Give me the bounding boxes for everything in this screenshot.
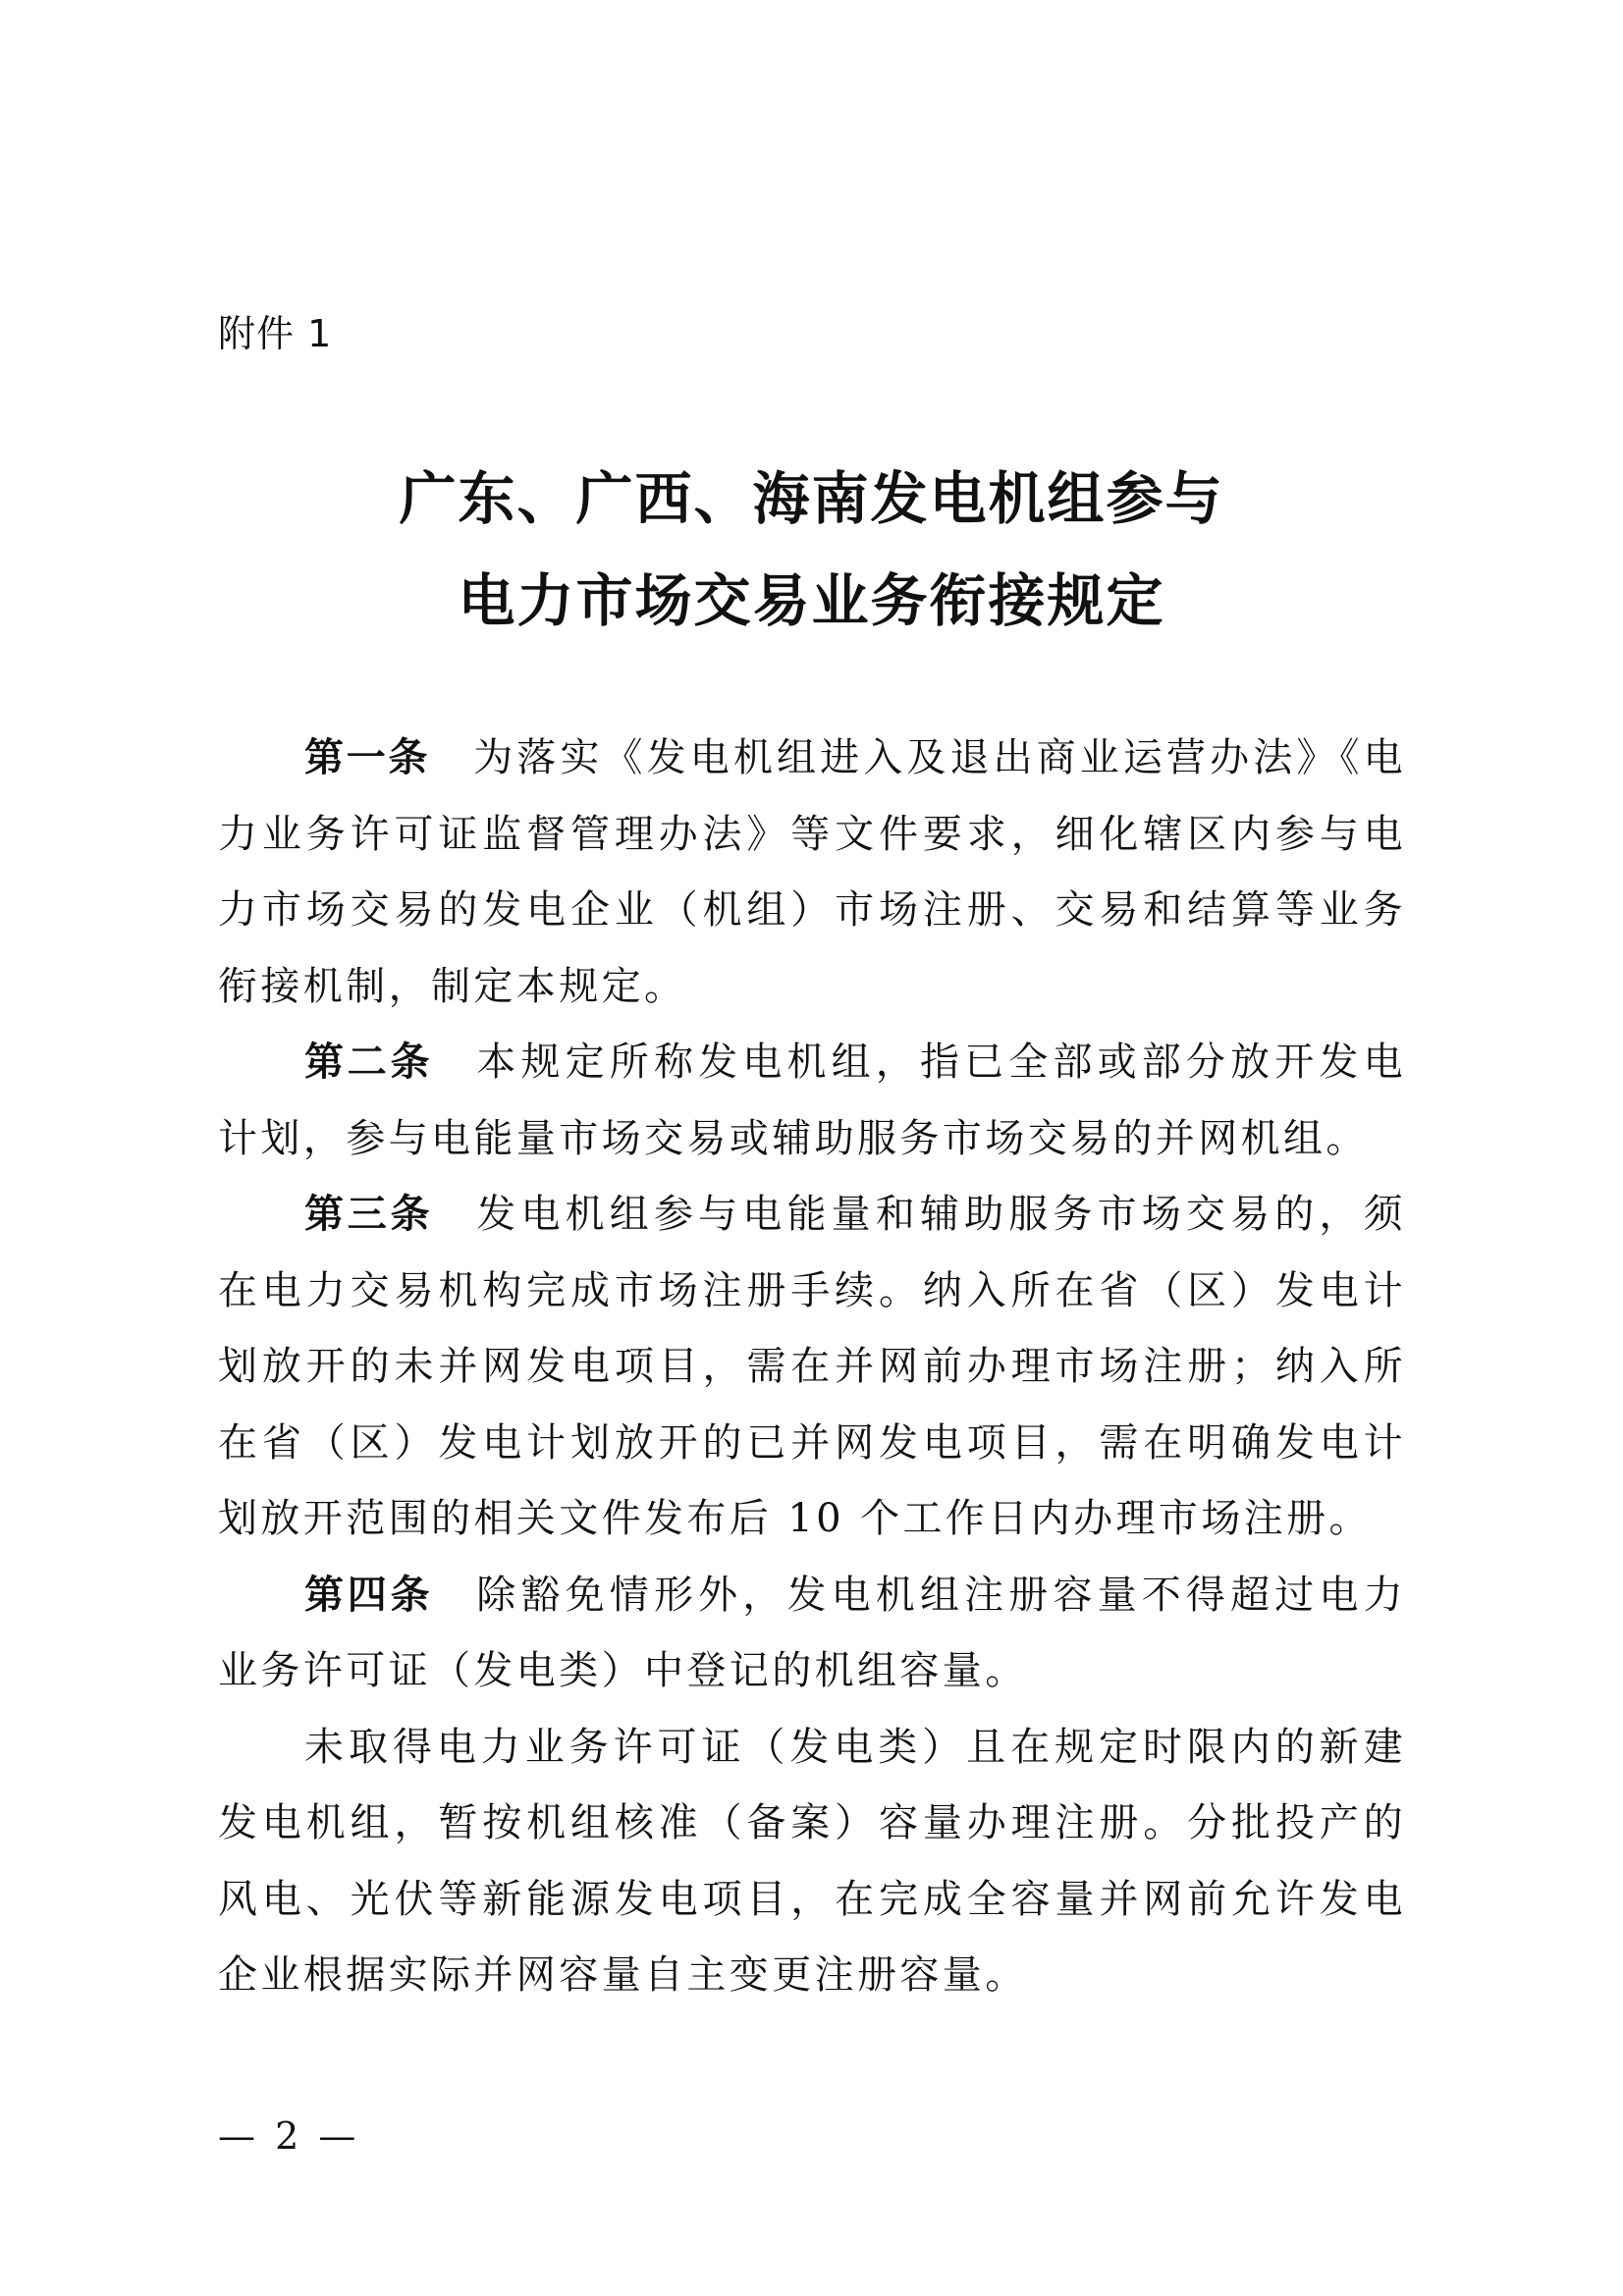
article-4-number: 第四条 bbox=[304, 1572, 434, 1618]
article-3-number: 第三条 bbox=[304, 1192, 434, 1237]
article-2-number: 第二条 bbox=[304, 1040, 434, 1085]
article-1-text: 为落实《发电机组进入及退出商业运营办法》《电力业务许可证监督管理办法》等文件要求，细化辖区内参与电力市场交易的发电企业（机组）市场注册、交易和结算等业务衔接机制，制定本规定。 bbox=[218, 735, 1406, 1009]
article-2-paragraph bbox=[218, 1025, 1406, 1177]
attachment-label: 附件 1 bbox=[218, 312, 333, 355]
document-body bbox=[218, 721, 1406, 2014]
article-1-paragraph bbox=[218, 721, 1406, 1025]
document-title-line-1: 广东、广西、海南发电机组参与 bbox=[399, 465, 1224, 532]
article-1-number: 第一条 bbox=[304, 735, 431, 780]
page-number: — 2 — bbox=[218, 2114, 360, 2158]
document-title-line-2: 电力市场交易业务衔接规定 bbox=[458, 567, 1165, 634]
article-4-paragraph bbox=[218, 1558, 1406, 1710]
article-4-continuation-paragraph bbox=[218, 1710, 1406, 2014]
article-4-continuation-text: 未取得电力业务许可证（发电类）且在规定时限内的新建发电机组，暂按机组核准（备案）容量办理注册。分批投产的风电、光伏等新能源发电项目，在完成全容量并网前允许发电企业根据实际并网容量自主变更注册容量。 bbox=[218, 1724, 1406, 1998]
article-3-text: 发电机组参与电能量和辅助服务市场交易的，须在电力交易机构完成市场注册手续。纳入所在省（区）发电计划放开的未并网发电项目，需在并网前办理市场注册；纳入所在省（区）发电计划放开的已并网发电项目，需在明确发电计划放开范围的相关文件发布后 10 个工作日内办理市场注册。 bbox=[218, 1192, 1406, 1541]
article-3-paragraph bbox=[218, 1177, 1406, 1558]
article-2-text: 本规定所称发电机组，指已全部或部分放开发电计划，参与电能量市场交易或辅助服务市场交易的并网机组。 bbox=[218, 1040, 1406, 1161]
article-4-text: 除豁免情形外，发电机组注册容量不得超过电力业务许可证（发电类）中登记的机组容量。 bbox=[218, 1572, 1406, 1693]
